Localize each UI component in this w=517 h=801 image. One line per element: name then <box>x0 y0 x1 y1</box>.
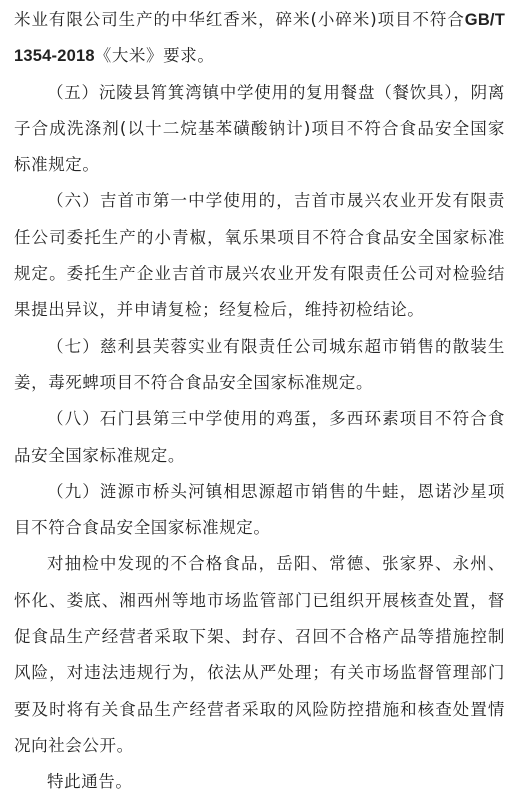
continuation-text-start: 米业有限公司生产的中华红香米，碎米(小碎米)项目不符合 <box>14 10 465 29</box>
paragraph-item-8: （八）石门县第三中学使用的鸡蛋，多西环素项目不符合食品安全国家标准规定。 <box>14 409 505 465</box>
paragraph-item-7: （七）慈利县芙蓉实业有限责任公司城东超市销售的散装生姜，毒死蜱项目不符合食品安全国家标准规定。 <box>14 336 505 392</box>
paragraph-continuation <box>14 2 505 75</box>
paragraph-closing: 特此通告。 <box>47 772 133 792</box>
document-page <box>0 2 517 792</box>
continuation-text-end: 《大米》要求。 <box>94 46 215 66</box>
standard-code: GB/T 1354-2018 <box>14 11 505 66</box>
paragraph-item-9: （九）涟源市桥头河镇相思源超市销售的牛蛙，恩诺沙星项目不符合食品安全国家标准规定。 <box>14 481 505 538</box>
paragraph-item-6: （六）吉首市第一中学使用的，吉首市晟兴农业开发有限责任公司委托生产的小青椒，氧乐果项目不符合食品安全国家标准规定。委托生产企业吉首市晟兴农业开发有限责任公司对检验结果提出异议，并申请复检；经复检后，维持初检结论。 <box>14 191 505 320</box>
paragraph-handling: 对抽检中发现的不合格食品，岳阳、常德、张家界、永州、怀化、娄底、湘西州等地市场监管部门已组织开展核查处置，督促食品生产经营者采取下架、封存、召回不合格产品等措施控制风险，对违法违规行为，依法从严处理；有关市场监督管理部门要及时将有关食品生产经营者采取的风险防控措施和核查处置情况向社会公开。 <box>14 554 505 755</box>
paragraph-item-5: （五）沅陵县筲箕湾镇中学使用的复用餐盘（餐饮具），阴离子合成洗涤剂(以十二烷基苯磺酸钠计)项目不符合食品安全国家标准规定。 <box>14 82 505 175</box>
